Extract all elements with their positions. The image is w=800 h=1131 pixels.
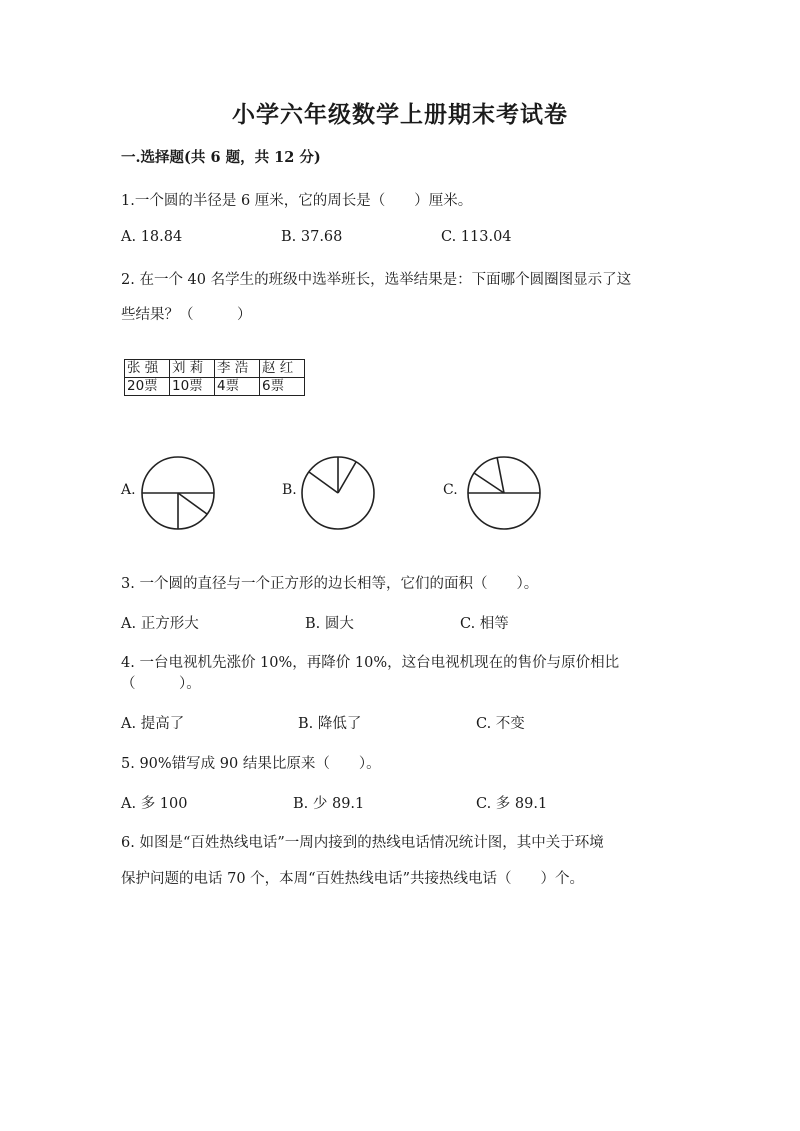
question-5-option-b: B. 少 89.1 (293, 796, 365, 812)
pie-option-a-label: A. (121, 482, 136, 498)
vote-table-name: 刘 莉 (170, 360, 215, 378)
question-5-option-c: C. 多 89.1 (476, 796, 548, 812)
question-1-option-c: C. 113.04 (441, 229, 512, 245)
question-2-text-line1: 2. 在一个 40 名学生的班级中选举班长，选举结果是：下面哪个圆圈图显示了这 (121, 272, 632, 288)
pie-option-b (298, 453, 378, 533)
question-5-text: 5. 90%错写成 90 结果比原来（ ）。 (121, 756, 381, 772)
question-1-option-b: B. 37.68 (281, 229, 343, 245)
question-4-option-a: A. 提高了 (121, 716, 185, 732)
vote-table-votes: 6票 (260, 378, 305, 396)
question-4-text-line2: （ ）。 (121, 676, 201, 692)
question-1-text: 1.一个圆的半径是 6 厘米，它的周长是（ ）厘米。 (121, 193, 473, 209)
question-1-option-a: A. 18.84 (121, 229, 183, 245)
pie-option-b-label: B. (282, 482, 297, 498)
pie-option-a (138, 453, 218, 533)
question-3-text: 3. 一个圆的直径与一个正方形的边长相等，它们的面积（ ）。 (121, 576, 539, 592)
vote-table-votes: 20票 (125, 378, 170, 396)
question-3-option-b: B. 圆大 (305, 616, 354, 632)
question-3-option-c: C. 相等 (460, 616, 509, 632)
pie-option-c (464, 453, 544, 533)
vote-table-names-row (125, 360, 305, 378)
question-4-option-c: C. 不变 (476, 716, 525, 732)
vote-table-votes: 10票 (170, 378, 215, 396)
vote-table-votes-row (125, 378, 305, 396)
vote-table-name: 赵 红 (260, 360, 305, 378)
question-2-text-line2: 些结果？（ ） (121, 307, 252, 323)
vote-table-name: 李 浩 (215, 360, 260, 378)
question-4-option-b: B. 降低了 (298, 716, 362, 732)
vote-table (124, 359, 305, 396)
question-4-text-line1: 4. 一台电视机先涨价 10%，再降价 10%，这台电视机现在的售价与原价相比 (121, 655, 620, 671)
vote-table-votes: 4票 (215, 378, 260, 396)
vote-table-name: 张 强 (125, 360, 170, 378)
question-5-option-a: A. 多 100 (121, 796, 188, 812)
page-title: 小学六年级数学上册期末考试卷 (232, 101, 568, 128)
question-6-text-line1: 6. 如图是“百姓热线电话”一周内接到的热线电话情况统计图，其中关于环境 (121, 835, 604, 851)
pie-option-c-label: C. (443, 482, 458, 498)
question-3-option-a: A. 正方形大 (121, 616, 199, 632)
section-heading: 一.选择题(共 6 题，共 12 分) (121, 149, 321, 166)
question-6-text-line2: 保护问题的电话 70 个，本周“百姓热线电话”共接热线电话（ ）个。 (121, 871, 584, 887)
